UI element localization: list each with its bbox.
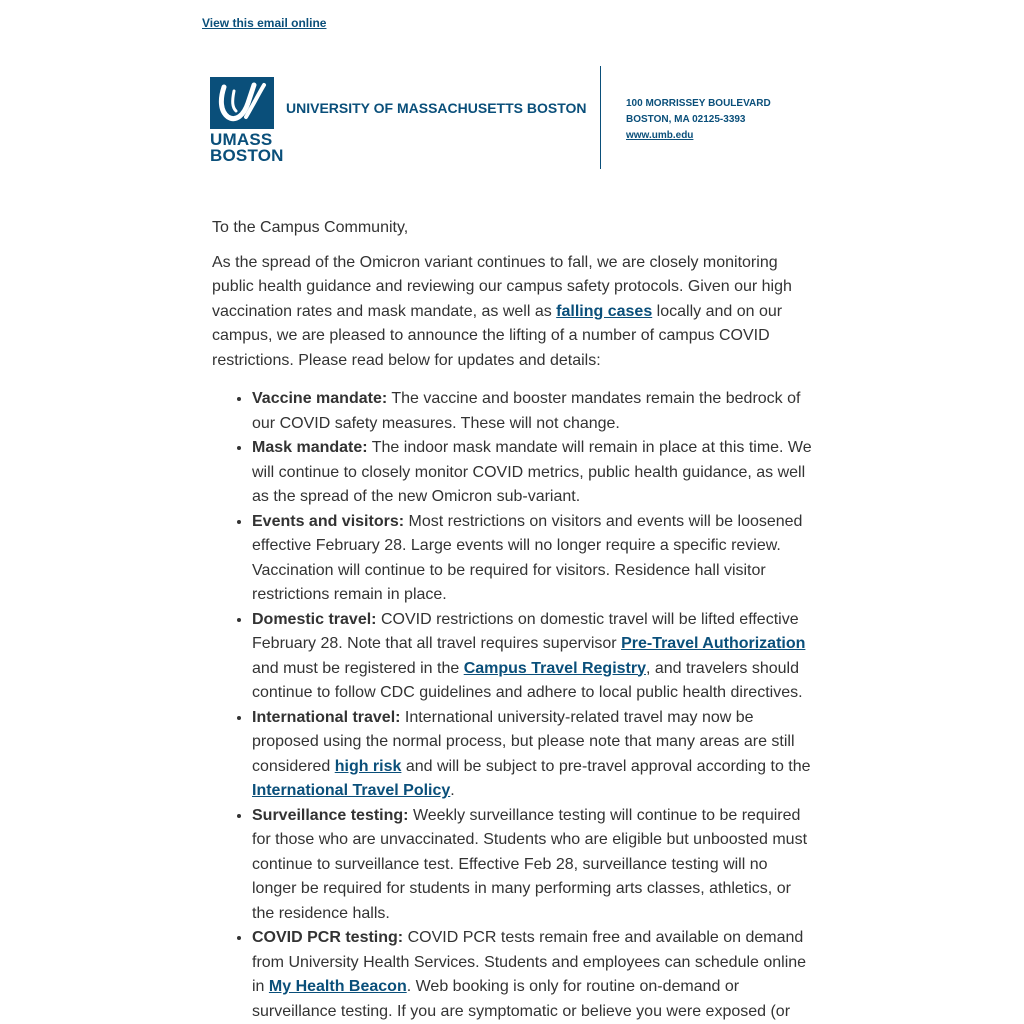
- campus-travel-registry-link[interactable]: Campus Travel Registry: [463, 659, 646, 677]
- list-item-surveillance-testing: [252, 804, 812, 927]
- item-label: Events and visitors:: [252, 512, 405, 530]
- intro-text: As the spread of the Omicron variant continues to fall, we are closely monitoring public health guidance and reviewing our campus safety protocols. Given our high vaccination rates and mask mandate, as well as: [212, 253, 792, 320]
- umass-boston-logo: [210, 77, 284, 165]
- university-name: UNIVERSITY OF MASSACHUSETTS BOSTON: [286, 100, 587, 116]
- address-block: [626, 96, 771, 144]
- website-link[interactable]: www.umb.edu: [626, 130, 694, 141]
- list-item-mask-mandate: [252, 436, 812, 510]
- intro-paragraph: [212, 251, 812, 374]
- email-header: [210, 66, 810, 170]
- intro-text: locally and on our campus, we are pleased to announce the lifting of a number of campus COVID restrictions. Please read below for updates and details:: [212, 302, 783, 369]
- international-travel-policy-link[interactable]: International Travel Policy: [252, 782, 451, 799]
- high-risk-link[interactable]: high risk: [334, 757, 402, 775]
- item-text: , and travelers should continue to follow CDC guidelines and adhere to local public health directives.: [252, 659, 803, 701]
- item-label: Surveillance testing:: [252, 806, 409, 824]
- email-body: [212, 216, 812, 1024]
- list-item-covid-pcr-testing: [252, 926, 812, 1024]
- header-divider: [600, 66, 601, 169]
- item-text: and will be subject to pre-travel approval according to the: [401, 757, 811, 775]
- pre-travel-authorization-link[interactable]: Pre-Travel Authorization: [621, 635, 806, 652]
- list-item-vaccine-mandate: [252, 387, 812, 436]
- item-text: COVID restrictions on domestic travel will be lifted effective February 28. Note that all travel requires supervisor: [252, 610, 799, 652]
- item-text: The indoor mask mandate will remain in place at this time. We will continue to closely monitor COVID metrics, public health guidance, as well as the spread of the new Omicron sub-variant.: [252, 439, 812, 505]
- item-label: Domestic travel:: [252, 610, 377, 628]
- item-label: COVID PCR testing:: [252, 929, 404, 946]
- falling-cases-link[interactable]: falling cases: [556, 302, 653, 320]
- item-text: COVID PCR tests remain free and available on demand from University Health Services. Students and employees can schedule online in: [252, 929, 807, 995]
- address-street: 100 MORRISSEY BOULEVARD: [626, 98, 771, 109]
- updates-list: [212, 387, 812, 1024]
- item-text: International university-related travel may now be proposed using the normal process, but please note that many areas are still considered: [252, 708, 795, 775]
- logo-text-umass: UMASS: [210, 130, 273, 149]
- address-city: BOSTON, MA 02125-3393: [626, 114, 746, 125]
- my-health-beacon-link[interactable]: My Health Beacon: [268, 978, 407, 995]
- item-text: and must be registered in the: [252, 659, 464, 677]
- item-text: .: [450, 782, 455, 799]
- list-item-international-travel: [252, 706, 812, 804]
- view-email-online-link[interactable]: View this email online: [202, 16, 327, 30]
- item-label: Vaccine mandate:: [252, 390, 388, 407]
- item-text: The vaccine and booster mandates remain the bedrock of our COVID safety measures. These will not change.: [252, 390, 801, 432]
- item-text: . Web booking is only for routine on-demand or surveillance testing. If you are symptomatic or believe you were exposed (or: [252, 978, 791, 1020]
- greeting: To the Campus Community,: [212, 219, 409, 236]
- list-item-events-visitors: [252, 510, 812, 608]
- item-text: Weekly surveillance testing will continue to be required for those who are unvaccinated. Students who are eligible but unboosted must continue to surveillance test. Effective Feb 28, surveillance testing will no longer be required for students in many performing arts classes, athletics, or the residence halls.: [252, 806, 808, 922]
- item-text: Most restrictions on visitors and events will be loosened effective February 28. Large events will no longer require a specific review. Vaccination will continue to be required for visitors. Residence hall visitor restrictions remain in place.: [252, 512, 803, 603]
- umass-monogram-icon: [210, 77, 274, 129]
- logo-text-boston: BOSTON: [210, 146, 284, 165]
- item-label: Mask mandate:: [252, 439, 368, 456]
- list-item-domestic-travel: [252, 608, 812, 706]
- item-label: International travel:: [252, 708, 401, 726]
